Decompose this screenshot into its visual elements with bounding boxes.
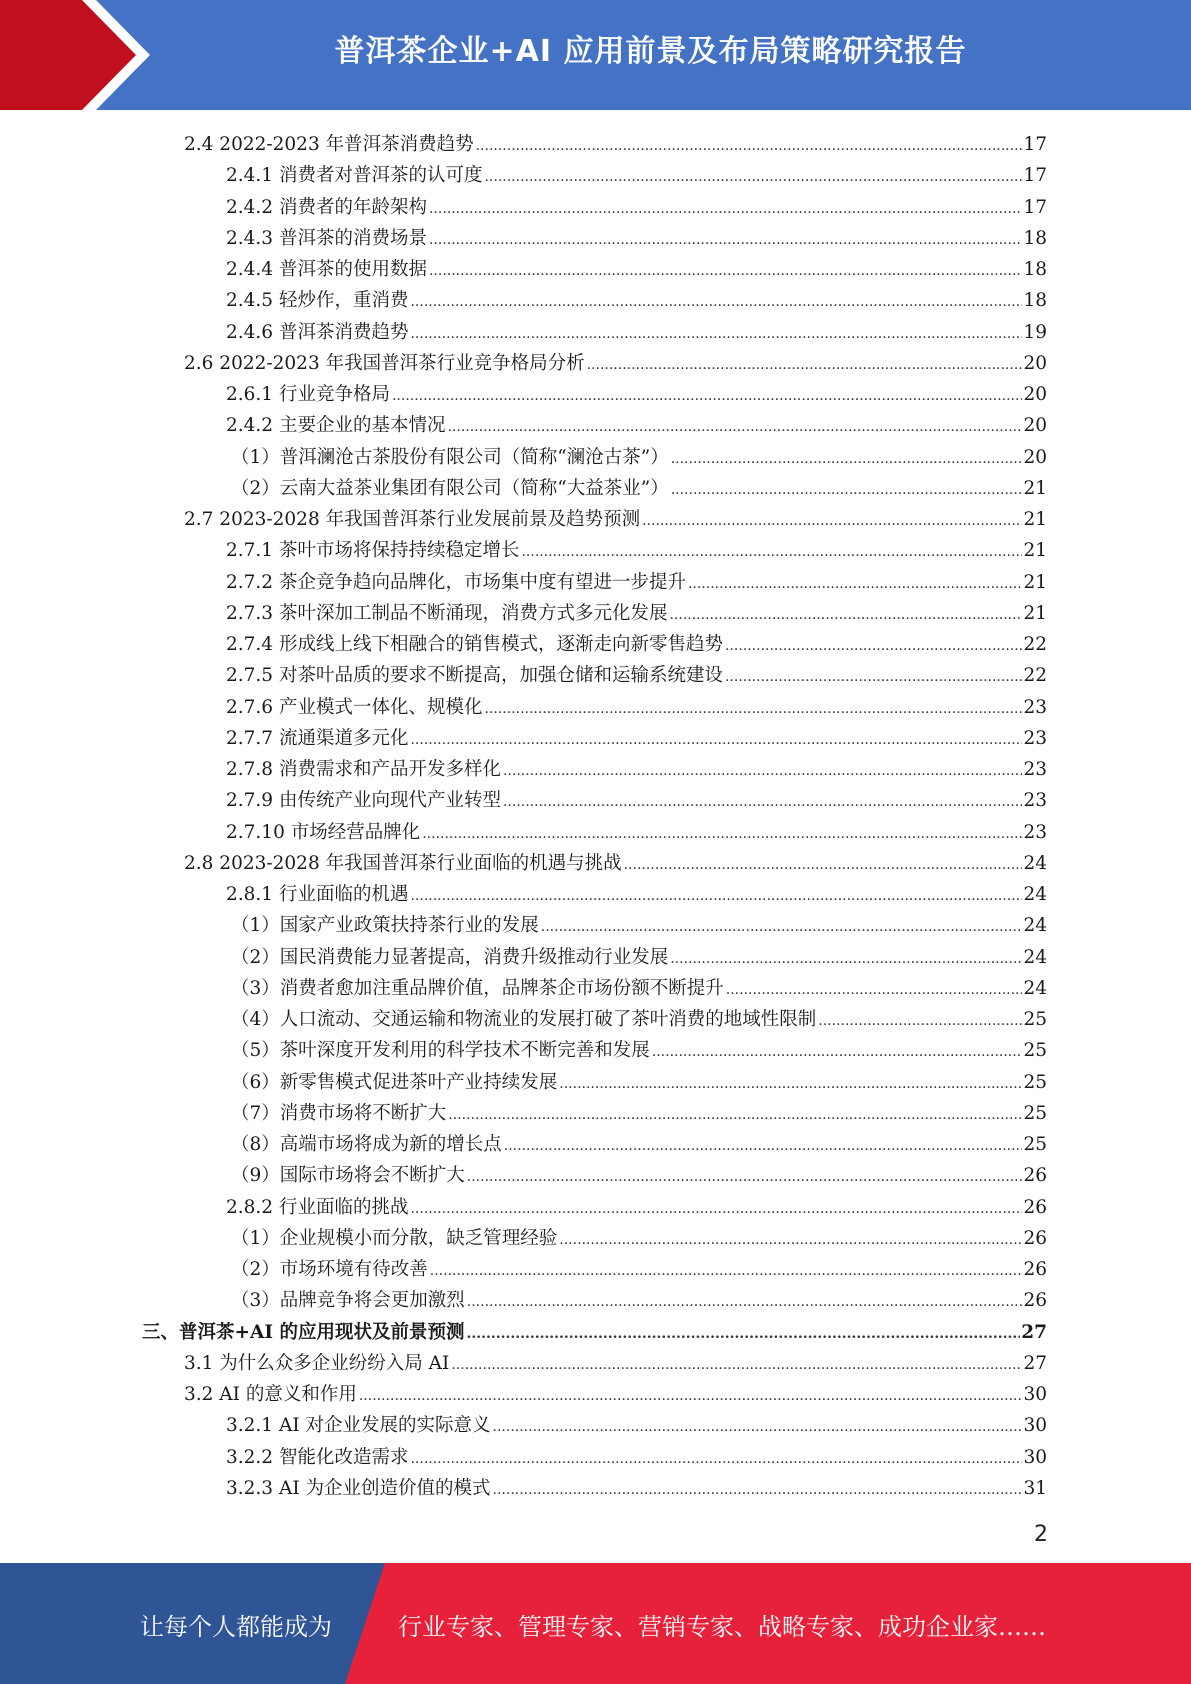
- toc-dot-leader: [451, 1358, 1022, 1372]
- toc-entry-page: 17: [1023, 165, 1047, 187]
- toc-entry[interactable]: [226, 1407, 1047, 1438]
- footer-slogan-left: 让每个人都能成为: [140, 1613, 332, 1641]
- toc-entry[interactable]: [226, 1470, 1047, 1501]
- toc-entry[interactable]: [231, 1095, 1047, 1126]
- toc-entry-page: 24: [1023, 884, 1047, 905]
- toc-entry-label: 2.7.6 产业模式一体化、规模化: [226, 696, 483, 718]
- toc-entry-label: （3）消费者愈加注重品牌价值，品牌茶企市场份额不断提升: [231, 977, 724, 999]
- toc-entry-label: 2.7.2 茶企竞争趋向品牌化，市场集中度有望进一步提升: [226, 571, 686, 593]
- toc-dot-leader: [429, 202, 1022, 216]
- report-title: 普洱茶企业+AI 应用前景及布局策略研究报告: [334, 34, 967, 69]
- toc-dot-leader: [447, 420, 1022, 434]
- toc-entry-page: 27: [1021, 1321, 1047, 1343]
- toc-dot-leader: [467, 1295, 1023, 1309]
- toc-entry-label: 3.2.1 AI 对企业发展的实际意义: [226, 1415, 491, 1437]
- toc-entry-label: 3.1 为什么众多企业纷纷入局 AI: [184, 1352, 450, 1374]
- toc-dot-leader: [430, 1264, 1023, 1278]
- toc-entry-page: 20: [1023, 384, 1047, 405]
- toc-entry[interactable]: [226, 751, 1047, 782]
- toc-entry-page: 21: [1023, 602, 1047, 624]
- toc-entry[interactable]: [226, 720, 1047, 751]
- toc-entry-label: 2.7.1 茶叶市场将保持持续稳定增长: [226, 540, 520, 562]
- toc-entry[interactable]: [231, 1157, 1047, 1188]
- toc-entry-label: （2）国民消费能力显著提高，消费升级推动行业发展: [231, 946, 669, 968]
- toc-entry-label: 2.6.1 行业竞争格局: [226, 384, 390, 405]
- toc-entry-page: 24: [1023, 915, 1047, 937]
- toc-entry-label: 2.4.3 普洱茶的消费场景: [226, 227, 427, 249]
- toc-entry-page: 17: [1023, 134, 1047, 155]
- toc-entry[interactable]: [226, 657, 1047, 688]
- toc-dot-leader: [422, 827, 1022, 841]
- toc-dot-leader: [410, 733, 1022, 747]
- toc-entry-page: 24: [1023, 946, 1047, 968]
- toc-entry-label: 2.6 2022-2023 年我国普洱茶行业竞争格局分析: [184, 352, 585, 374]
- toc-entry[interactable]: [231, 1220, 1047, 1251]
- toc-entry-page: 18: [1023, 227, 1047, 249]
- toc-entry-page: 26: [1023, 1196, 1047, 1218]
- toc-entry-page: 26: [1023, 1165, 1047, 1187]
- toc-entry-page: 30: [1023, 1384, 1047, 1405]
- toc-entry-page: 25: [1023, 1102, 1047, 1124]
- toc-entry[interactable]: [226, 251, 1047, 282]
- toc-entry[interactable]: [184, 845, 1047, 876]
- toc-dot-leader: [410, 327, 1022, 341]
- page-number: 2: [1034, 1522, 1048, 1547]
- toc-entry-label: 2.4.4 普洱茶的使用数据: [226, 259, 427, 280]
- toc-entry-page: 20: [1023, 446, 1047, 468]
- toc-entry-page: 17: [1023, 196, 1047, 218]
- toc-entry-label: 2.4.5 轻炒作，重消费: [226, 290, 409, 312]
- toc-dot-leader: [624, 858, 1023, 872]
- toc-dot-leader: [503, 764, 1022, 778]
- toc-entry-page: 19: [1023, 321, 1047, 343]
- toc-entry-label: （2）云南大益茶业集团有限公司（简称“大益茶业”）: [231, 477, 669, 499]
- toc-entry[interactable]: [231, 439, 1047, 470]
- toc-entry-label: （6）新零售模式促进茶叶产业持续发展: [231, 1071, 558, 1093]
- toc-dot-leader: [559, 1233, 1022, 1247]
- toc-entry-label: 三、普洱茶+AI 的应用现状及前景预测: [142, 1321, 465, 1343]
- toc-entry-page: 20: [1023, 352, 1047, 374]
- toc-entry-page: 18: [1023, 290, 1047, 312]
- toc-dot-leader: [559, 1077, 1022, 1091]
- toc-entry-page: 21: [1023, 571, 1047, 593]
- toc-entry[interactable]: [226, 689, 1047, 720]
- toc-entry-label: 3.2.3 AI 为企业创造价值的模式: [226, 1477, 491, 1499]
- header-red-chevron: [0, 0, 136, 110]
- toc-entry[interactable]: [142, 1314, 1047, 1345]
- toc-entry-label: （2）市场环境有待改善: [231, 1259, 428, 1280]
- toc-entry-label: （1）国家产业政策扶持茶行业的发展: [231, 915, 539, 937]
- toc-entry-label: 2.7.7 流通渠道多元化: [226, 727, 409, 749]
- toc-dot-leader: [392, 389, 1022, 403]
- toc-dot-leader: [359, 1389, 1023, 1403]
- toc-entry[interactable]: [184, 1345, 1047, 1376]
- toc-dot-leader: [466, 1327, 1020, 1341]
- toc-entry[interactable]: [231, 1251, 1047, 1282]
- toc-entry-label: （7）消费市场将不断扩大: [231, 1102, 447, 1124]
- toc-entry-label: 2.8 2023-2028 年我国普洱茶行业面临的机遇与挑战: [184, 852, 622, 874]
- toc-dot-leader: [669, 608, 1022, 622]
- toc-entry-page: 21: [1023, 509, 1047, 530]
- toc-entry-page: 27: [1023, 1352, 1047, 1374]
- toc-entry[interactable]: [226, 564, 1047, 595]
- toc-entry-page: 20: [1023, 415, 1047, 437]
- toc-entry-label: 2.7.3 茶叶深加工制品不断涌现，消费方式多元化发展: [226, 602, 668, 624]
- toc-entry-label: （8）高端市场将成为新的增长点: [231, 1134, 502, 1155]
- toc-entry[interactable]: [226, 189, 1047, 220]
- toc-entry-label: 2.4 2022-2023 年普洱茶消费趋势: [184, 134, 474, 155]
- toc-entry[interactable]: [231, 1001, 1047, 1032]
- toc-entry[interactable]: [226, 782, 1047, 813]
- toc-dot-leader: [671, 452, 1023, 466]
- toc-entry[interactable]: [231, 939, 1047, 970]
- toc-dot-leader: [521, 545, 1022, 559]
- toc-entry-page: 25: [1023, 1071, 1047, 1093]
- toc-dot-leader: [410, 1202, 1022, 1216]
- toc-dot-leader: [652, 1045, 1023, 1059]
- toc-entry[interactable]: [231, 470, 1047, 501]
- toc-entry[interactable]: [231, 970, 1047, 1001]
- toc-entry-page: 23: [1023, 790, 1047, 812]
- toc-dot-leader: [671, 483, 1023, 497]
- toc-dot-leader: [429, 233, 1022, 247]
- toc-entry-page: 23: [1023, 821, 1047, 843]
- toc-entry-label: 2.7.5 对茶叶品质的要求不断提高，加强仓储和运输系统建设: [226, 665, 723, 687]
- toc-entry-page: 30: [1023, 1415, 1047, 1437]
- toc-entry[interactable]: [226, 220, 1047, 251]
- toc-entry[interactable]: [231, 1282, 1047, 1313]
- toc-entry[interactable]: [184, 126, 1047, 157]
- toc-entry-page: 26: [1023, 1227, 1047, 1249]
- toc-entry[interactable]: [226, 876, 1047, 907]
- toc-entry-page: 30: [1023, 1446, 1047, 1468]
- toc-entry-label: 2.7.4 形成线上线下相融合的销售模式，逐渐走向新零售趋势: [226, 634, 723, 655]
- toc-entry-label: 2.4.2 主要企业的基本情况: [226, 415, 446, 437]
- toc-entry[interactable]: [226, 314, 1047, 345]
- toc-entry-label: 2.7.9 由传统产业向现代产业转型: [226, 790, 501, 812]
- toc-entry-label: （1）普洱澜沧古茶股份有限公司（简称“澜沧古茶”）: [231, 446, 669, 468]
- toc-dot-leader: [410, 1452, 1022, 1466]
- toc-entry-page: 23: [1023, 759, 1047, 780]
- page-footer: [0, 1563, 1191, 1684]
- toc-dot-leader: [410, 295, 1022, 309]
- toc-dot-leader: [725, 639, 1022, 653]
- toc-entry-label: （4）人口流动、交通运输和物流业的发展打破了茶叶消费的地域性限制: [231, 1009, 817, 1030]
- toc-entry[interactable]: [226, 407, 1047, 438]
- toc-entry[interactable]: [231, 1064, 1047, 1095]
- toc-entry[interactable]: [231, 907, 1047, 938]
- toc-entry-label: 3.2 AI 的意义和作用: [184, 1384, 357, 1405]
- toc-entry-page: 25: [1023, 1134, 1047, 1155]
- toc-dot-leader: [688, 577, 1022, 591]
- footer-slogan-right: 行业专家、管理专家、营销专家、战略专家、成功企业家……: [398, 1613, 1046, 1641]
- toc-entry-page: 25: [1023, 1009, 1047, 1030]
- toc-dot-leader: [484, 170, 1022, 184]
- toc-entry-label: 2.7.10 市场经营品牌化: [226, 821, 421, 843]
- toc-entry-page: 26: [1023, 1290, 1047, 1312]
- toc-entry-label: 2.8.1 行业面临的机遇: [226, 884, 409, 905]
- toc-entry[interactable]: [226, 626, 1047, 657]
- toc-entry-page: 22: [1023, 665, 1047, 687]
- toc-entry-label: 2.4.2 消费者的年龄架构: [226, 196, 427, 218]
- toc-entry-label: （9）国际市场将会不断扩大: [231, 1165, 465, 1187]
- toc-entry[interactable]: [226, 1439, 1047, 1470]
- toc-entry-page: 21: [1023, 477, 1047, 499]
- toc-entry-page: 24: [1023, 977, 1047, 999]
- toc-entry-label: （1）企业规模小而分散，缺乏管理经验: [231, 1227, 558, 1249]
- toc-dot-leader: [503, 795, 1022, 809]
- toc-dot-leader: [429, 264, 1022, 278]
- toc-entry[interactable]: [226, 376, 1047, 407]
- page-header: [0, 0, 1191, 110]
- toc-entry-label: 2.8.2 行业面临的挑战: [226, 1196, 409, 1218]
- toc-entry-label: 2.4.6 普洱茶消费趋势: [226, 321, 409, 343]
- toc-entry[interactable]: [226, 282, 1047, 313]
- toc-dot-leader: [504, 1139, 1023, 1153]
- toc-entry-page: 26: [1023, 1259, 1047, 1280]
- toc-dot-leader: [587, 358, 1023, 372]
- toc-dot-leader: [476, 139, 1023, 153]
- toc-entry[interactable]: [184, 345, 1047, 376]
- toc-entry[interactable]: [184, 1376, 1047, 1407]
- toc-entry-page: 31: [1023, 1477, 1047, 1499]
- toc-dot-leader: [725, 670, 1022, 684]
- toc-entry-page: 22: [1023, 634, 1047, 655]
- toc-entry-label: 2.7.8 消费需求和产品开发多样化: [226, 759, 501, 780]
- toc-entry[interactable]: [226, 1189, 1047, 1220]
- toc-dot-leader: [493, 1483, 1023, 1497]
- toc-entry[interactable]: [226, 532, 1047, 563]
- toc-entry[interactable]: [226, 595, 1047, 626]
- toc-entry-label: 2.4.1 消费者对普洱茶的认可度: [226, 165, 483, 187]
- toc-entry-label: 2.7 2023-2028 年我国普洱茶行业发展前景及趋势预测: [184, 509, 641, 530]
- toc-dot-leader: [670, 952, 1022, 966]
- toc-entry-label: （5）茶叶深度开发利用的科学技术不断完善和发展: [231, 1040, 650, 1062]
- toc-entry[interactable]: [184, 501, 1047, 532]
- toc-entry-page: 23: [1023, 727, 1047, 749]
- toc-entry-label: （3）品牌竞争将会更加激烈: [231, 1290, 465, 1312]
- toc-entry-label: 3.2.2 智能化改造需求: [226, 1446, 409, 1468]
- toc-entry-page: 25: [1023, 1040, 1047, 1062]
- toc-entry-page: 23: [1023, 696, 1047, 718]
- toc-dot-leader: [493, 1420, 1023, 1434]
- toc-dot-leader: [410, 889, 1022, 903]
- toc-entry[interactable]: [226, 157, 1047, 188]
- toc-dot-leader: [541, 920, 1023, 934]
- toc-dot-leader: [448, 1108, 1022, 1122]
- toc-entry[interactable]: [231, 1032, 1047, 1063]
- toc-entry[interactable]: [231, 1126, 1047, 1157]
- toc-dot-leader: [818, 1014, 1022, 1028]
- toc-dot-leader: [642, 514, 1022, 528]
- toc-dot-leader: [484, 702, 1022, 716]
- toc-entry-page: 21: [1023, 540, 1047, 562]
- toc-entry-page: 18: [1023, 259, 1047, 280]
- toc-dot-leader: [726, 983, 1023, 997]
- toc-dot-leader: [467, 1170, 1023, 1184]
- toc-entry-page: 24: [1023, 852, 1047, 874]
- toc-entry[interactable]: [226, 814, 1047, 845]
